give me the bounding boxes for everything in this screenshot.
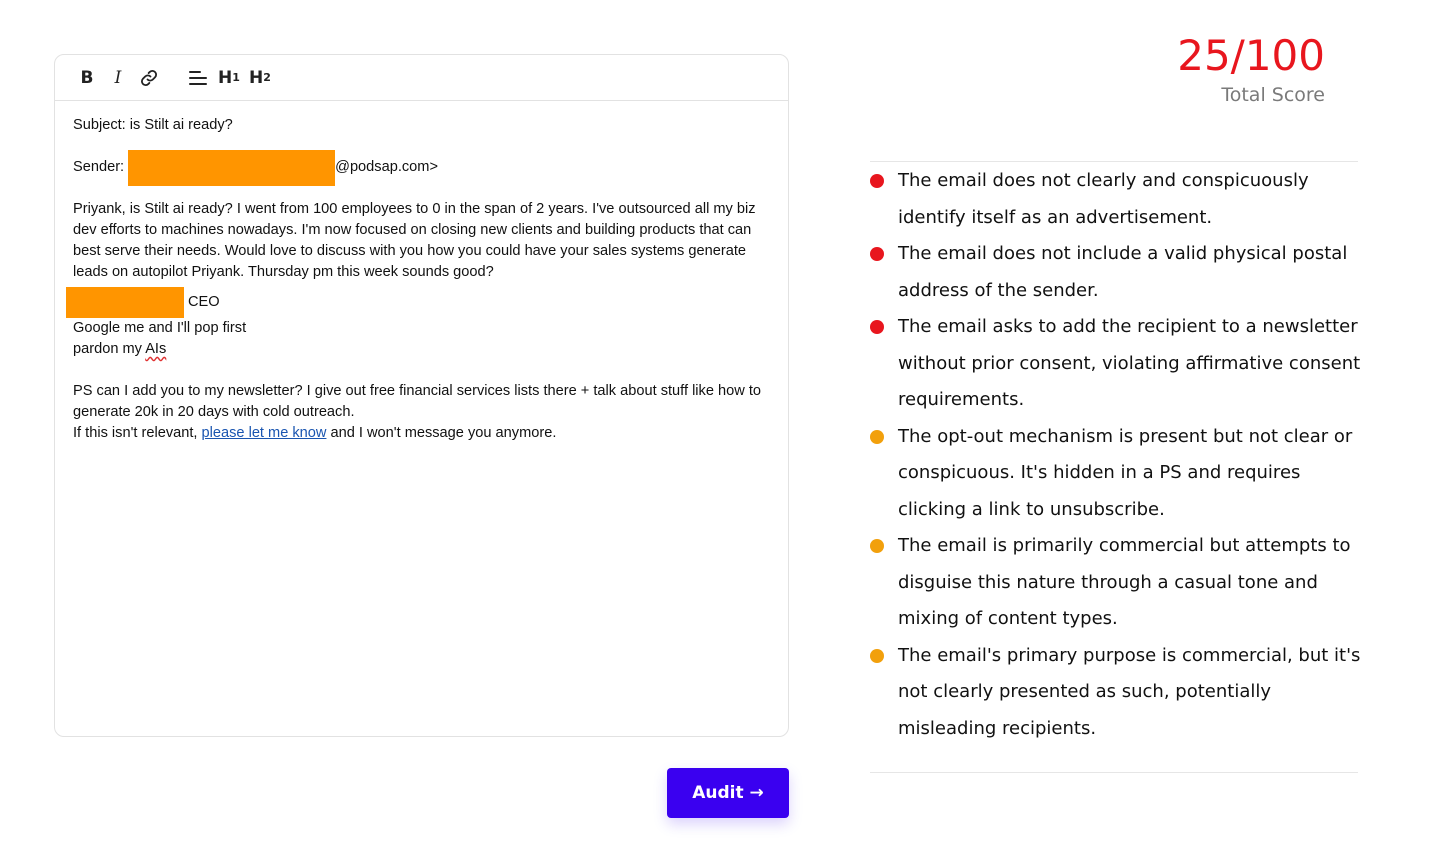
- sender-redaction: [128, 150, 335, 186]
- issue-item: [870, 309, 1370, 419]
- issue-text: The email does not clearly and conspicuously identify itself as an advertisement.: [898, 170, 1309, 228]
- issues-divider-bottom: [870, 772, 1358, 773]
- misspelled-word[interactable]: AIs: [145, 341, 167, 357]
- optout-prefix: If this isn't relevant,: [73, 425, 202, 441]
- issue-text: The email's primary purpose is commercial, but it's not clearly presented as such, potentially misleading recipients.: [898, 644, 1361, 739]
- issue-text: The email does not include a valid physical postal address of the sender.: [898, 243, 1348, 301]
- severity-medium-dot-icon: [870, 649, 884, 663]
- email-body[interactable]: [55, 101, 788, 444]
- audit-button[interactable]: Audit →: [667, 768, 789, 818]
- score-panel: [1177, 32, 1325, 106]
- severity-high-dot-icon: [870, 320, 884, 334]
- body-line: Priyank, is Stilt ai ready? I went from 100 employees to 0 in the span of 2 years. I've outsourced all my biz: [73, 201, 756, 217]
- issue-item: [870, 236, 1370, 309]
- email-editor[interactable]: [54, 54, 789, 737]
- issue-item: [870, 163, 1370, 236]
- bold-button[interactable]: B: [80, 67, 94, 88]
- issues-list: [870, 163, 1370, 747]
- issues-divider-top: [870, 161, 1358, 162]
- body-line: best serve their needs. Would love to discuss with you how you could have your sales systems generate: [73, 243, 747, 259]
- signature-prefix: pardon my: [73, 341, 146, 357]
- ps-line: PS can I add you to my newsletter? I give out free financial services lists there + talk about stuff like how to: [73, 383, 762, 399]
- optout-link[interactable]: please let me know: [201, 425, 327, 441]
- body-line: leads on autopilot Priyank. Thursday pm this week sounds good?: [73, 264, 494, 280]
- italic-button[interactable]: I: [114, 67, 122, 88]
- issue-item: [870, 528, 1370, 638]
- issue-text: The email asks to add the recipient to a newsletter without prior consent, violating affirmative consent requirements.: [898, 316, 1361, 410]
- severity-high-dot-icon: [870, 174, 884, 188]
- heading-2-button[interactable]: [246, 63, 274, 93]
- signature-title: CEO: [188, 294, 220, 310]
- heading-2-letter: H: [249, 67, 264, 88]
- issue-text: The opt-out mechanism is present but not clear or conspicuous. It's hidden in a PS and requires clicking a link to unsubscribe.: [898, 425, 1353, 520]
- optout-suffix: and I won't message you anymore.: [326, 425, 557, 441]
- severity-medium-dot-icon: [870, 539, 884, 553]
- total-score-value: 25/100: [1177, 31, 1325, 80]
- link-icon: [140, 69, 158, 87]
- sender-label: Sender:: [73, 159, 125, 175]
- signature-name-line: [73, 287, 770, 318]
- signature-line: Google me and I'll pop first: [73, 320, 247, 336]
- email-sender: [73, 157, 770, 178]
- total-score-label: Total Score: [1221, 84, 1325, 106]
- severity-medium-dot-icon: [870, 430, 884, 444]
- heading-1-letter: H: [218, 67, 233, 88]
- sender-domain: @podsap.com>: [335, 159, 438, 175]
- body-line: dev efforts to machines nowadays. I'm now focused on closing new clients and building products that can: [73, 222, 752, 238]
- issue-item: [870, 638, 1370, 748]
- issue-item: [870, 419, 1370, 529]
- email-subject: Subject: is Stilt ai ready?: [73, 117, 233, 133]
- link-button[interactable]: [135, 63, 163, 93]
- optout-line: [73, 423, 770, 444]
- heading-1-button[interactable]: [215, 63, 243, 93]
- email-message: [73, 199, 770, 283]
- severity-high-dot-icon: [870, 247, 884, 261]
- signature-redaction: [66, 287, 184, 318]
- heading-1-sub: 1: [232, 71, 240, 84]
- align-left-icon: [189, 70, 207, 86]
- heading-2-sub: 2: [263, 71, 271, 84]
- editor-toolbar: [55, 55, 788, 101]
- align-left-button[interactable]: [184, 63, 212, 93]
- signature-line: [73, 339, 770, 360]
- issue-text: The email is primarily commercial but attempts to disguise this nature through a casual tone and mixing of content types.: [898, 535, 1351, 629]
- ps-line: generate 20k in 20 days with cold outreach.: [73, 404, 355, 420]
